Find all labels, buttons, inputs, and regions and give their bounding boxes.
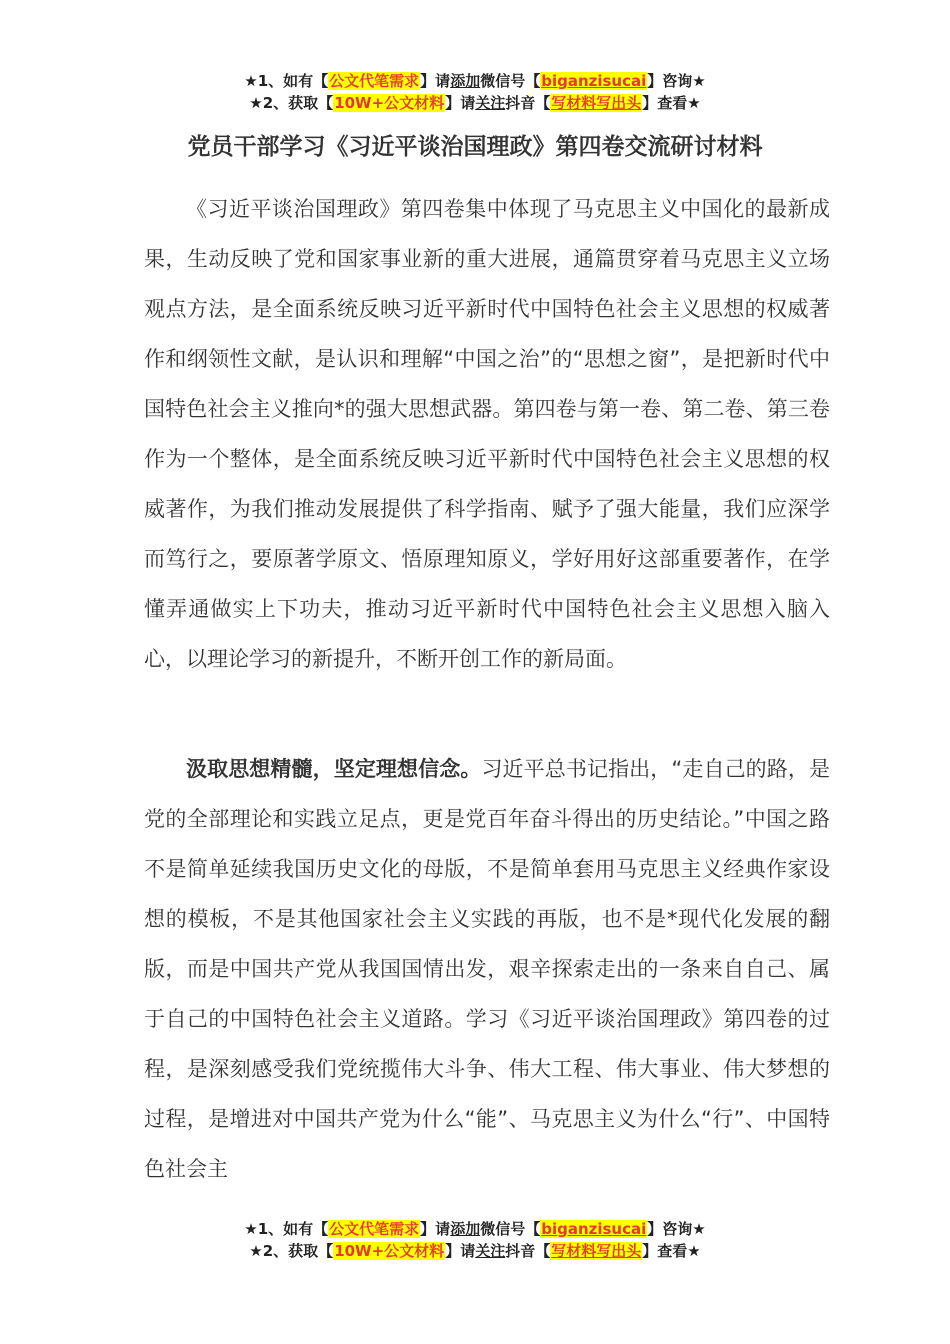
promo-text: 微信号【 [480, 72, 541, 90]
promo-prefix: ★2、获取【 [249, 1242, 334, 1260]
paragraph-text: 《习近平谈治国理政》第四卷集中体现了马克思主义中国化的最新成果，生动反映了党和国家事业新的重大进展，通篇贯穿着马克思主义立场观点方法，是全面系统反映习近平新时代中国特色社会主义思想的权威著作和纲领性文献，是认识和理解“中国之治”的“思想之窗”，是把新时代中国特色社会主义推向*的强大思想武器。第四卷与第一卷、第二卷、第三卷作为一个整体，是全面系统反映习近平新时代中国特色社会主义思想的权威著作，为我们推动发展提供了科学指南、赋予了强大能量，我们应深学而笃行之，要原著学原文、悟原理知原义，学好用好这部重要著作，在学懂弄通做实上下功夫，推动习近平新时代中国特色社会主义思想入脑入心，以理论学习的新提升，不断开创工作的新局面。 [144, 197, 830, 671]
paragraph-text [144, 744, 830, 1194]
promo-suffix: 】咨询★ [647, 1220, 706, 1238]
promo-banner-top [0, 70, 950, 114]
promo-highlight: 公文代笔需求 [329, 1220, 420, 1238]
promo-emphasis: 关注 [475, 1242, 506, 1260]
promo-text: 抖音【 [505, 94, 551, 112]
promo-text: 】请 [420, 1220, 451, 1238]
promo-emphasis: 关注 [475, 94, 506, 112]
douyin-account: 写材料写出头 [551, 94, 642, 112]
promo-banner-bottom [0, 1218, 950, 1262]
promo-line-1 [0, 1218, 950, 1240]
promo-prefix: ★1、如有【 [244, 1220, 329, 1238]
paragraph-body: 习近平总书记指出，“走自己的路，是党的全部理论和实践立足点，更是党百年奋斗得出的历史结论。”中国之路不是简单延续我国历史文化的母版，不是简单套用马克思主义经典作家设想的模板，不是其他国家社会主义实践的再版，也不是*现代化发展的翻版，而是中国共产党从我国国情出发，艰辛探索走出的一条来自自己、属于自己的中国特色社会主义道路。学习《习近平谈治国理政》第四卷的过程，是深刻感受我们党统揽伟大斗争、伟大工程、伟大事业、伟大梦想的过程，是增进对中国共产党为什么“能”、马克思主义为什么“行”、中国特色社会主 [144, 757, 830, 1181]
promo-suffix: 】咨询★ [647, 72, 706, 90]
promo-suffix: 】查看★ [642, 1242, 701, 1260]
promo-prefix: ★2、获取【 [249, 94, 334, 112]
promo-line-1 [0, 70, 950, 92]
body-paragraph-1 [144, 184, 830, 684]
promo-highlight: 公文代笔需求 [329, 72, 420, 90]
document-title: 党员干部学习《习近平谈治国理政》第四卷交流研讨材料 [187, 134, 763, 160]
promo-line-2 [0, 1240, 950, 1262]
wechat-id: biganzisucai [541, 72, 647, 90]
paragraph-lead: 汲取思想精髓，坚定理想信念。 [186, 757, 482, 781]
promo-text: 】请 [445, 1242, 476, 1260]
body-paragraph-2 [144, 744, 830, 1194]
promo-highlight: 10W+公文材料 [334, 1242, 445, 1260]
promo-prefix: ★1、如有【 [244, 72, 329, 90]
promo-line-2 [0, 92, 950, 114]
promo-text: 抖音【 [505, 1242, 551, 1260]
promo-text: 微信号【 [480, 1220, 541, 1238]
promo-emphasis: 添加 [450, 1220, 481, 1238]
promo-emphasis: 添加 [450, 72, 481, 90]
wechat-id: biganzisucai [541, 1220, 647, 1238]
promo-text: 】请 [420, 72, 451, 90]
promo-text: 】请 [445, 94, 476, 112]
promo-highlight: 10W+公文材料 [334, 94, 445, 112]
douyin-account: 写材料写出头 [551, 1242, 642, 1260]
promo-suffix: 】查看★ [642, 94, 701, 112]
